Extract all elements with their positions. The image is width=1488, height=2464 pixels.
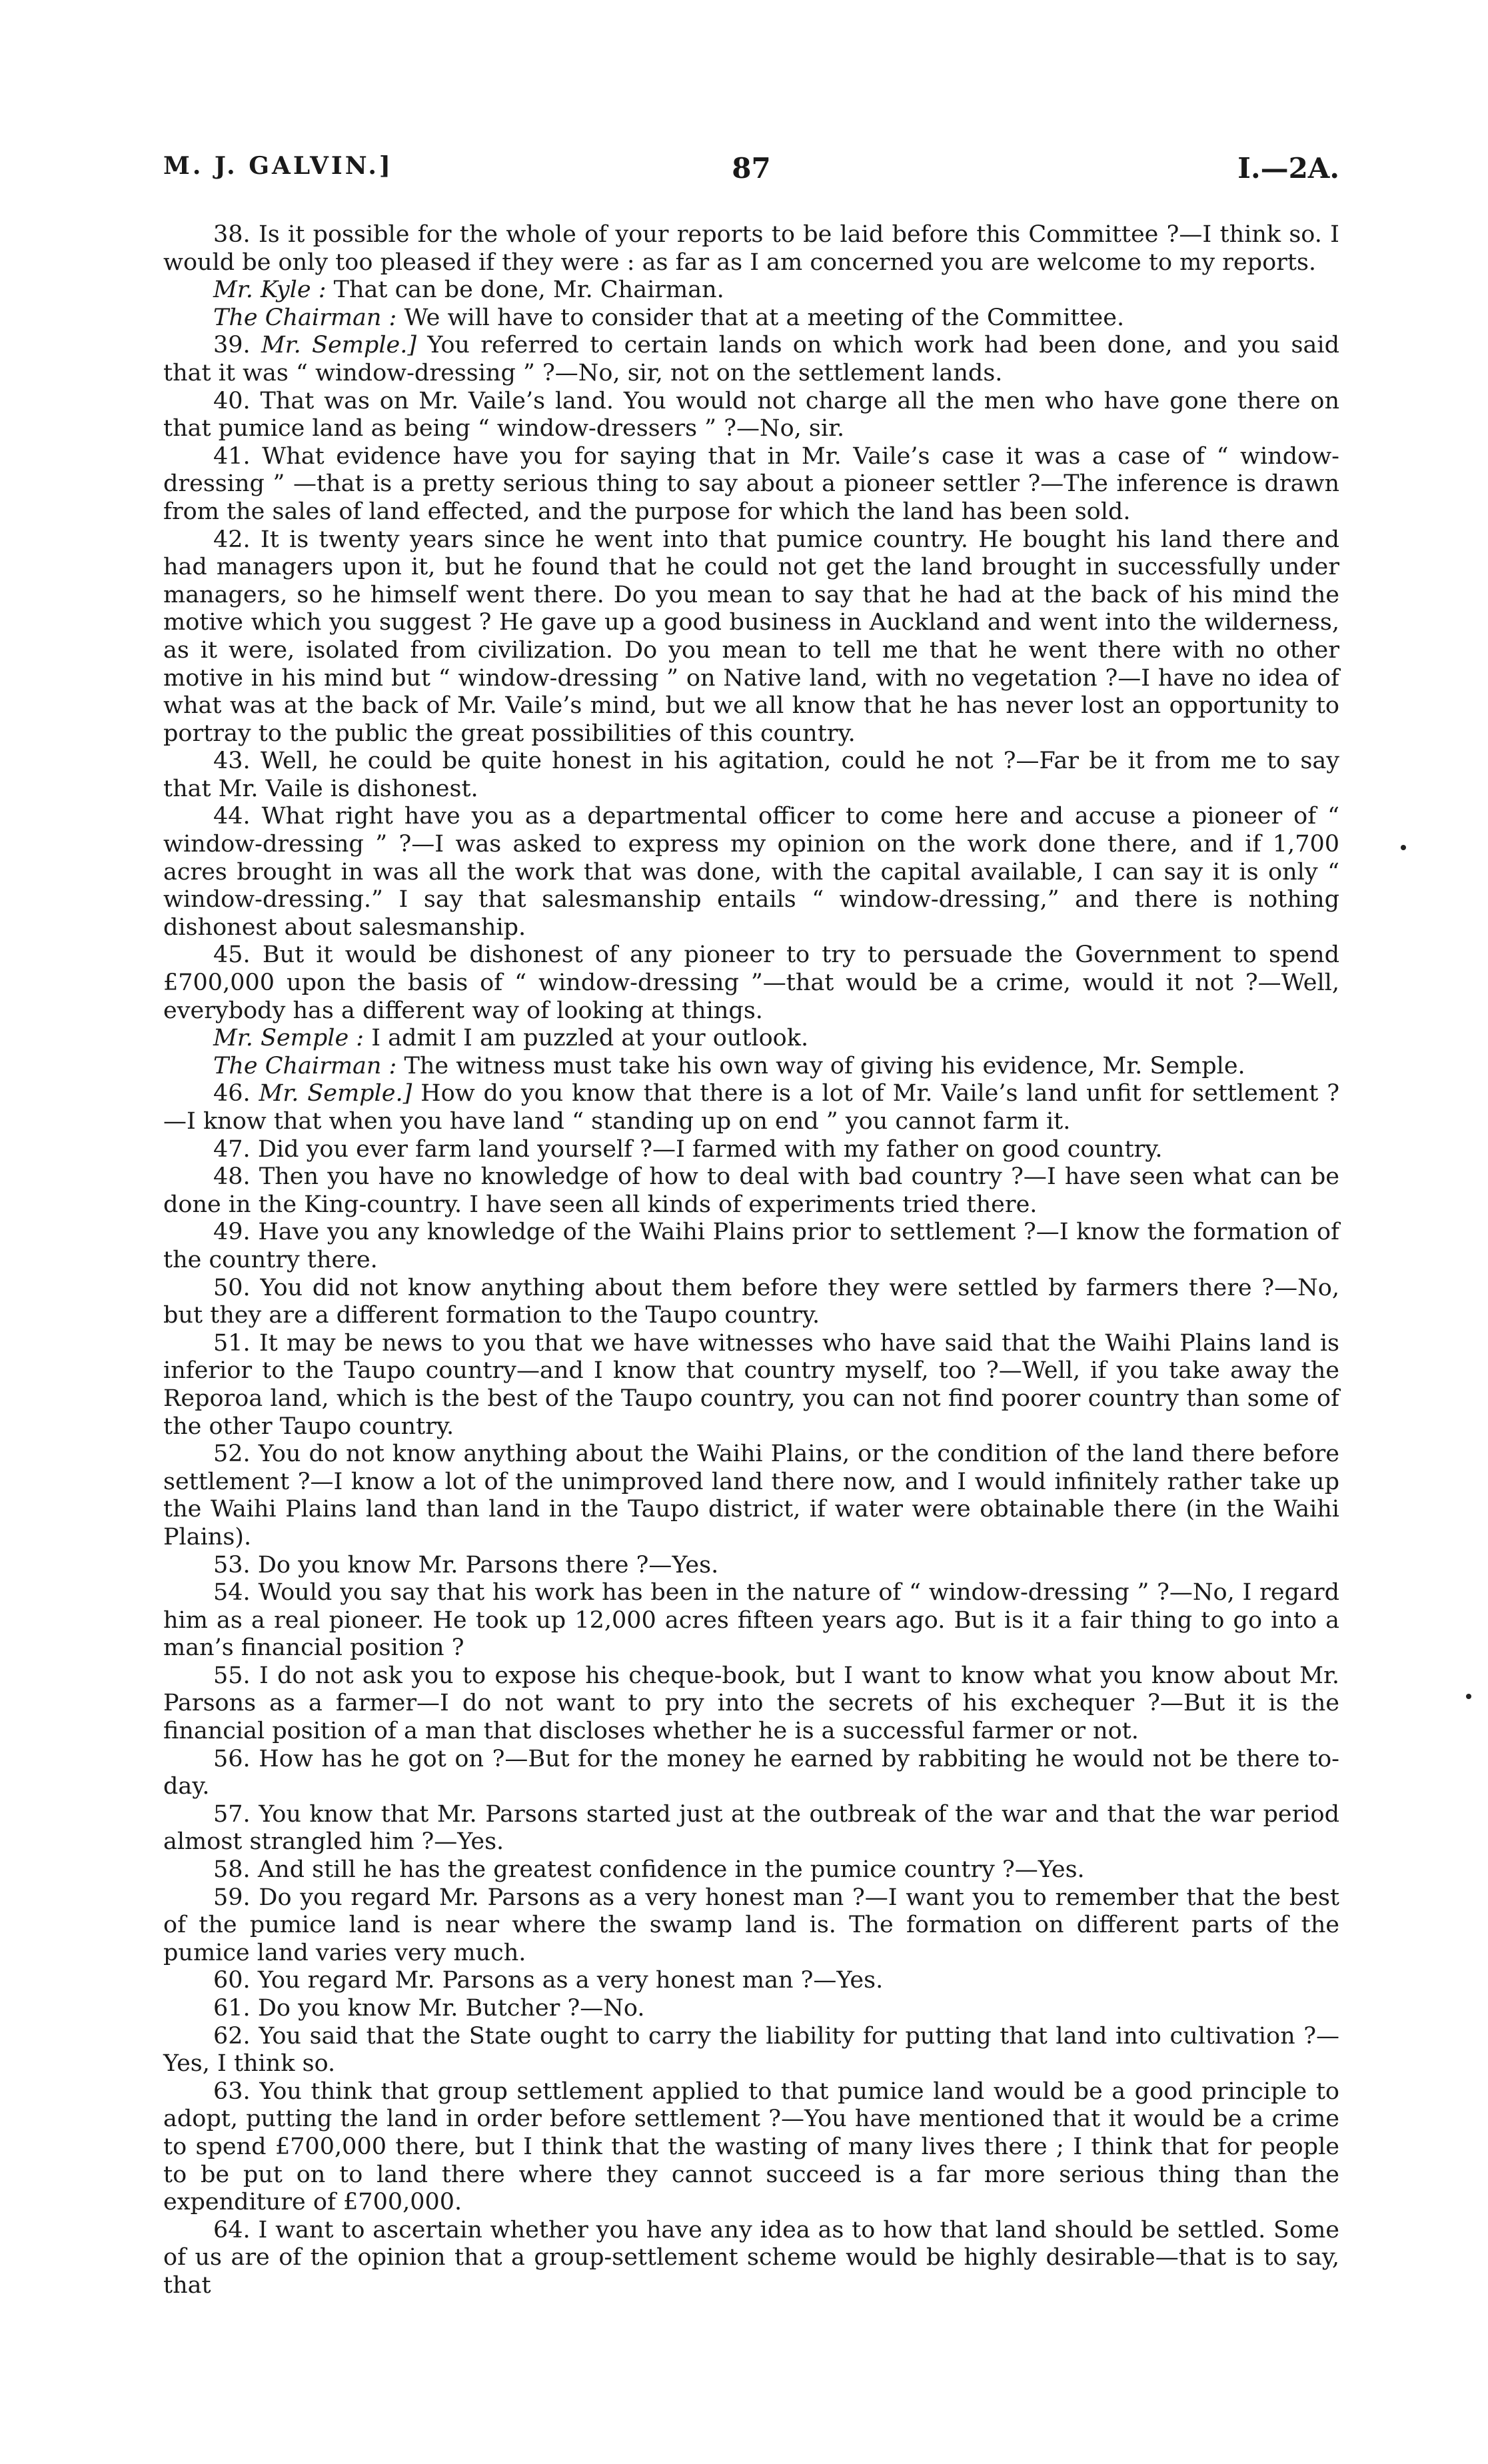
- paragraph-text: You referred to certain lands on which work had been done, and you said that it was “ window-dressing ” ?—No, sir, not on the settlement lands.: [163, 332, 1339, 386]
- paragraph-text: Is it possible for the whole of your reports to be laid before this Committee ?—I think so. I would be only too pleased if they were : as far as I am concerned you are welcome to my reports.: [163, 221, 1339, 276]
- paragraph-38: [163, 221, 1339, 277]
- question-number: 48.: [213, 1163, 251, 1191]
- paragraph-39: [163, 332, 1339, 387]
- paragraph-52: [163, 1441, 1339, 1551]
- question-number: 46.: [213, 1080, 251, 1107]
- paragraph-chair2: [163, 1053, 1339, 1081]
- question-number: 53.: [213, 1551, 251, 1578]
- paragraph-text: You did not know anything about them before they were settled by farmers there ?—No, but they are a different formation to the Taupo country.: [163, 1274, 1339, 1329]
- paragraph-51: [163, 1330, 1339, 1441]
- question-number: 58.: [213, 1856, 251, 1884]
- paragraph-text: We will have to consider that at a meeting of the Committee.: [404, 304, 1125, 331]
- paragraph-54: [163, 1579, 1339, 1662]
- paragraph-text: I do not ask you to expose his cheque-book, but I want to know what you know about Mr. Parsons as a farmer—I do not want to pry into the secrets of his exchequer ?—But it is the financial position of a man that discloses whether he is a successful farmer or not.: [163, 1662, 1339, 1745]
- paragraph-kyle: [163, 277, 1339, 305]
- speaker-label: Mr. Kyle :: [213, 277, 327, 304]
- question-number: 38.: [213, 221, 251, 248]
- question-number: 59.: [213, 1884, 251, 1911]
- speaker-label: The Chairman :: [213, 304, 397, 331]
- witness-name: M. J. GALVIN.]: [163, 152, 393, 180]
- paragraph-43: [163, 748, 1339, 803]
- paragraph-48: [163, 1163, 1339, 1219]
- paragraph-59: [163, 1884, 1339, 1968]
- paragraph-47: [163, 1136, 1339, 1164]
- paragraph-text: Well, he could be quite honest in his agitation, could he not ?—Far be it from me to say that Mr. Vaile is dishonest.: [163, 748, 1339, 802]
- speaker-label: Mr. Semple :: [213, 1025, 365, 1052]
- paragraph-text: Do you know Mr. Butcher ?—No.: [257, 1995, 645, 2022]
- paragraph-61: [163, 1995, 1339, 2023]
- question-number: 63.: [213, 2078, 251, 2105]
- paragraph-text: And still he has the greatest confidence in the pumice country ?—Yes.: [257, 1856, 1085, 1884]
- paragraph-text: You do not know anything about the Waihi Plains, or the condition of the land there before settlement ?—I know a lot of the unimproved land there now, and I would infinitely rather take up the Waihi Plains land than land in the Taupo district, if water were obtainable there (in the Waihi Plains).: [163, 1441, 1339, 1550]
- question-number: 39.: [213, 332, 251, 359]
- paragraph-text: Do you know Mr. Parsons there ?—Yes.: [257, 1551, 719, 1578]
- paragraph-text: You regard Mr. Parsons as a very honest man ?—Yes.: [257, 1967, 884, 1994]
- question-number: 40.: [213, 387, 251, 414]
- paragraph-semple1: [163, 1025, 1339, 1053]
- margin-speck: [1401, 845, 1406, 850]
- question-number: 43.: [213, 748, 251, 775]
- question-number: 57.: [213, 1800, 251, 1828]
- paragraph-58: [163, 1856, 1339, 1884]
- paragraph-62: [163, 2023, 1339, 2078]
- paragraph-text: The witness must take his own way of giving his evidence, Mr. Semple.: [404, 1052, 1245, 1079]
- question-number: 54.: [213, 1579, 251, 1606]
- paragraph-text: That can be done, Mr. Chairman.: [333, 277, 724, 304]
- page-number: 87: [732, 152, 771, 185]
- question-number: 61.: [213, 1995, 251, 2022]
- question-number: 51.: [213, 1329, 251, 1357]
- question-number: 64.: [213, 2216, 251, 2243]
- paragraph-text: Did you ever farm land yourself ?—I farmed with my father on good country.: [257, 1135, 1163, 1163]
- paragraph-40: [163, 388, 1339, 443]
- paragraph-text: How has he got on ?—But for the money he earned by rabbiting he would not be there to-day.: [163, 1745, 1339, 1800]
- paragraph-text: You think that group settlement applied to that pumice land would be a good principle to adopt, putting the land in order before settlement ?—You have mentioned that it would be a crime to spend £700,000 there, but I think that the wasting of many lives there ; I think that for people to be put on to land there where they cannot succeed is a far more serious thing than the expenditure of £700,000.: [163, 2078, 1339, 2216]
- question-number: 56.: [213, 1745, 251, 1772]
- paragraph-57: [163, 1801, 1339, 1856]
- paragraph-64: [163, 2217, 1339, 2300]
- paragraph-text: But it would be dishonest of any pioneer to try to persuade the Government to spend £700,000 upon the basis of “ window-dressing ”—that would be a crime, would it not ?—Well, everybody has a different way of looking at things.: [163, 941, 1339, 1024]
- paragraph-56: [163, 1746, 1339, 1801]
- paragraph-text: Have you any knowledge of the Waihi Plains prior to settlement ?—I know the formation of the country there.: [163, 1219, 1339, 1273]
- evidence-text: [163, 221, 1339, 2300]
- paragraph-42: [163, 526, 1339, 748]
- paragraph-text: What right have you as a departmental officer to come here and accuse a pioneer of “ window-dressing ” ?—I was asked to express my opinion on the work done there, and if 1,700 acres brought in was all the work that was done, with the capital available, I can say it is only “ window-dressing.” I say that salesmanship entails “ window-dressing,” and there is nothing dishonest about salesmanship.: [163, 803, 1339, 941]
- question-number: 50.: [213, 1274, 251, 1301]
- question-number: 62.: [213, 2022, 251, 2050]
- paragraph-text: I want to ascertain whether you have any idea as to how that land should be settled. Some of us are of the opinion that a group-settlement scheme would be highly desirable—that is to say, that: [163, 2216, 1339, 2299]
- question-number: 42.: [213, 526, 251, 553]
- paragraph-text: You know that Mr. Parsons started just at the outbreak of the war and that the war period almost strangled him ?—Yes.: [163, 1800, 1339, 1856]
- paragraph-60: [163, 1967, 1339, 1995]
- speaker-label: Mr. Semple.]: [261, 332, 417, 359]
- paragraph-text: Do you regard Mr. Parsons as a very honest man ?—I want you to remember that the best of the pumice land is near where the swamp land is. The formation on different parts of the pumice land varies very much.: [163, 1884, 1339, 1966]
- paragraph-text: You said that the State ought to carry the liability for putting that land into cultivation ?— Yes, I think so.: [163, 2022, 1339, 2078]
- question-number: 44.: [213, 803, 251, 830]
- speaker-label: The Chairman :: [213, 1052, 397, 1079]
- question-number: 45.: [213, 941, 251, 969]
- question-number: 52.: [213, 1441, 251, 1468]
- question-number: 41.: [213, 442, 251, 470]
- paragraph-63: [163, 2078, 1339, 2217]
- paragraph-text: That was on Mr. Vaile’s land. You would not charge all the men who have gone there on that pumice land as being “ window-dressers ” ?—No, sir.: [163, 387, 1339, 442]
- paragraph-45: [163, 941, 1339, 1025]
- question-number: 55.: [213, 1662, 251, 1689]
- question-number: 60.: [213, 1967, 251, 1994]
- paragraph-text: Would you say that his work has been in the nature of “ window-dressing ” ?—No, I regard him as a real pioneer. He took up 12,000 acres fifteen years ago. But is it a fair thing to go into a man’s financial position ?: [163, 1579, 1339, 1662]
- margin-speck: [1466, 1694, 1471, 1699]
- paragraph-49: [163, 1219, 1339, 1274]
- paragraph-text: What evidence have you for saying that in Mr. Vaile’s case it was a case of “ window-dressing ” —that is a pretty serious thing to say about a pioneer settler ?—The inference is drawn from the sales of land effected, and the purpose for which the land has been sold.: [163, 442, 1339, 525]
- paragraph-53: [163, 1552, 1339, 1580]
- page-header: [163, 152, 1339, 199]
- paper-reference: I.—2A.: [1237, 152, 1339, 185]
- speaker-label: Mr. Semple.]: [259, 1080, 412, 1107]
- paragraph-text: It is twenty years since he went into that pumice country. He bought his land there and had managers upon it, but he found that he could not get the land brought in successfully under managers, so he himself went there. Do you mean to say that he had at the back of his mind the motive which you suggest ? He gave up a good business in Auckland and went into the wilderness, as it were, isolated from civilization. Do you mean to tell me that he went there with no other motive in his mind but “ window-dressing ” on Native land, with no vegetation ?—I have no idea of what was at the back of Mr. Vaile’s mind, but we all know that he has never lost an opportunity to portray to the public the great possibilities of this country.: [163, 526, 1339, 747]
- paragraph-46: [163, 1080, 1339, 1135]
- paragraph-text: It may be news to you that we have witnesses who have said that the Waihi Plains land is inferior to the Taupo country—and I know that country myself, too ?—Well, if you take away the Reporoa land, which is the best of the Taupo country, you can not find poorer country than some of the other Taupo country.: [163, 1329, 1339, 1440]
- paragraph-text: I admit I am puzzled at your outlook.: [371, 1025, 809, 1052]
- paragraph-text: Then you have no knowledge of how to deal with bad country ?—I have seen what can be done in the King-country. I have seen all kinds of experiments tried there.: [163, 1163, 1339, 1218]
- paragraph-50: [163, 1275, 1339, 1330]
- question-number: 47.: [213, 1135, 251, 1163]
- question-number: 49.: [213, 1219, 251, 1246]
- paragraph-44: [163, 803, 1339, 941]
- paragraph-41: [163, 443, 1339, 526]
- paragraph-text: How do you know that there is a lot of Mr. Vaile’s land unfit for settlement ? —I know that when you have land “ standing up on end ” you cannot farm it.: [163, 1080, 1339, 1135]
- paragraph-chair1: [163, 305, 1339, 332]
- paragraph-55: [163, 1662, 1339, 1746]
